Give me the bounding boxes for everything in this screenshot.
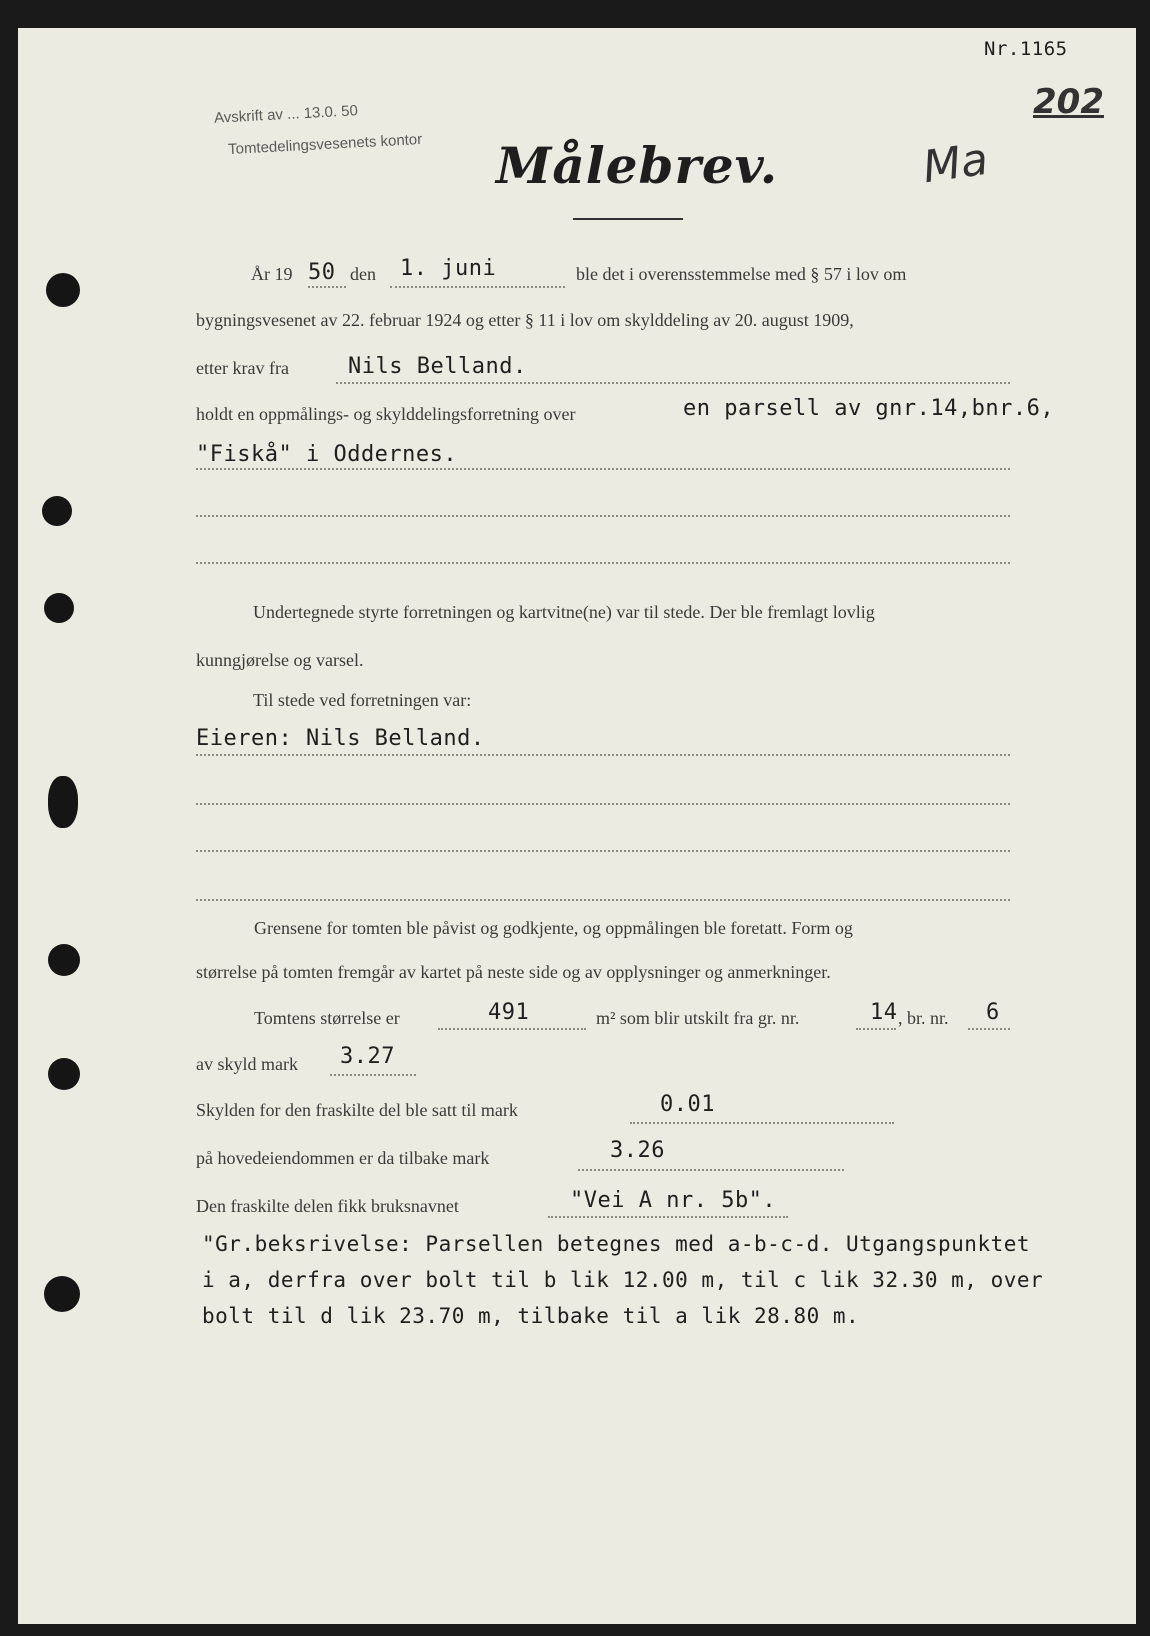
br-nr-label: , br. nr. (898, 1008, 949, 1028)
binder-hole (46, 273, 80, 307)
size-dotted-line (438, 1028, 586, 1030)
size-label: Tomtens størrelse er (254, 1008, 400, 1028)
blank-dotted-line (196, 515, 1010, 517)
document-number: Nr.1165 (984, 38, 1068, 60)
attendance-text-2: kunngjørelse og varsel. (196, 650, 364, 670)
present-label: Til stede ved forretningen var: (253, 690, 472, 710)
blank-dotted-line (196, 562, 1010, 564)
hoved-label: på hovedeiendommen er da tilbake mark (196, 1148, 490, 1168)
requester-dotted-line (336, 382, 1010, 384)
binder-hole (48, 776, 78, 828)
binder-hole (48, 944, 80, 976)
navn-label: Den fraskilte delen fikk bruksnavnet (196, 1196, 459, 1216)
blank-dotted-line (196, 803, 1010, 805)
size-unit-text: m² som blir utskilt fra gr. nr. (596, 1008, 800, 1028)
description-line-1: "Gr.beksrivelse: Parsellen betegnes med a-b-c-d. Utgangspunktet (202, 1232, 1031, 1256)
handwritten-initials: Ma (919, 133, 992, 194)
stamp-line-2: Tomtedelingsvesenets kontor (227, 130, 423, 159)
fraskilte-label: Skylden for den fraskilte del ble satt til mark (196, 1100, 518, 1120)
blank-dotted-line (196, 899, 1010, 901)
binder-hole (42, 496, 72, 526)
intro-text-2: bygningsvesenet av 22. februar 1924 og etter § 11 i lov om skylddeling av 20. august 1909, (196, 310, 854, 330)
attendance-text-1: Undertegnede styrte forretningen og kartvitne(ne) var til stede. Der ble fremlagt lovlig (253, 602, 875, 622)
skyld-dotted-line (330, 1074, 416, 1076)
skyld-label: av skyld mark (196, 1054, 298, 1074)
hoved-value: 3.26 (610, 1138, 665, 1163)
page-number: 202 (1033, 82, 1104, 122)
holdt-label: holdt en oppmålings- og skylddelingsforretning over (196, 404, 576, 424)
gr-nr-value: 14 (870, 1000, 898, 1025)
page-title: Målebrev. (496, 136, 779, 195)
hoved-dotted-line (578, 1169, 844, 1171)
year-dotted-line (308, 286, 346, 288)
property-line-2: "Fiskå" i Oddernes. (196, 442, 458, 467)
ar-label: År 19 (251, 264, 293, 284)
date-dotted-line (390, 286, 565, 288)
binder-hole (44, 593, 74, 623)
blank-dotted-line (196, 850, 1010, 852)
document-page (18, 28, 1136, 1624)
description-line-3: bolt til d lik 23.70 m, tilbake til a lik 28.80 m. (202, 1304, 860, 1328)
br-nr-value: 6 (986, 1000, 1000, 1025)
binder-hole (44, 1276, 80, 1312)
property-dotted-line (196, 468, 1010, 470)
measurement-text-2: størrelse på tomten fremgår av kartet på neste side og av opplysninger og anmerkninger. (196, 962, 831, 982)
present-value: Eieren: Nils Belland. (196, 726, 485, 751)
property-line-1: en parsell av gnr.14,bnr.6, (683, 396, 1055, 421)
size-value: 491 (488, 1000, 530, 1025)
br-nr-dotted-line (968, 1028, 1010, 1030)
binder-hole (48, 1058, 80, 1090)
stamp-line-1: Avskrift av ... 13.0. 50 (213, 102, 359, 127)
den-label: den (350, 264, 376, 284)
title-divider (573, 218, 683, 220)
description-line-2: i a, derfra over bolt til b lik 12.00 m, til c lik 32.30 m, over (202, 1268, 1044, 1292)
skyld-value: 3.27 (340, 1044, 395, 1069)
intro-text-1: ble det i overensstemmelse med § 57 i lov om (576, 264, 907, 284)
fraskilte-dotted-line (630, 1122, 894, 1124)
fraskilte-value: 0.01 (660, 1092, 715, 1117)
navn-dotted-line (548, 1216, 788, 1218)
year-value: 50 (308, 260, 336, 285)
navn-value: "Vei A nr. 5b". (570, 1188, 777, 1213)
measurement-text-1: Grensene for tomten ble påvist og godkjente, og oppmålingen ble foretatt. Form og (254, 918, 853, 938)
present-dotted-line (196, 754, 1010, 756)
requester-value: Nils Belland. (348, 354, 527, 379)
date-value: 1. juni (400, 256, 497, 281)
gr-nr-dotted-line (856, 1028, 896, 1030)
krav-label: etter krav fra (196, 358, 289, 378)
